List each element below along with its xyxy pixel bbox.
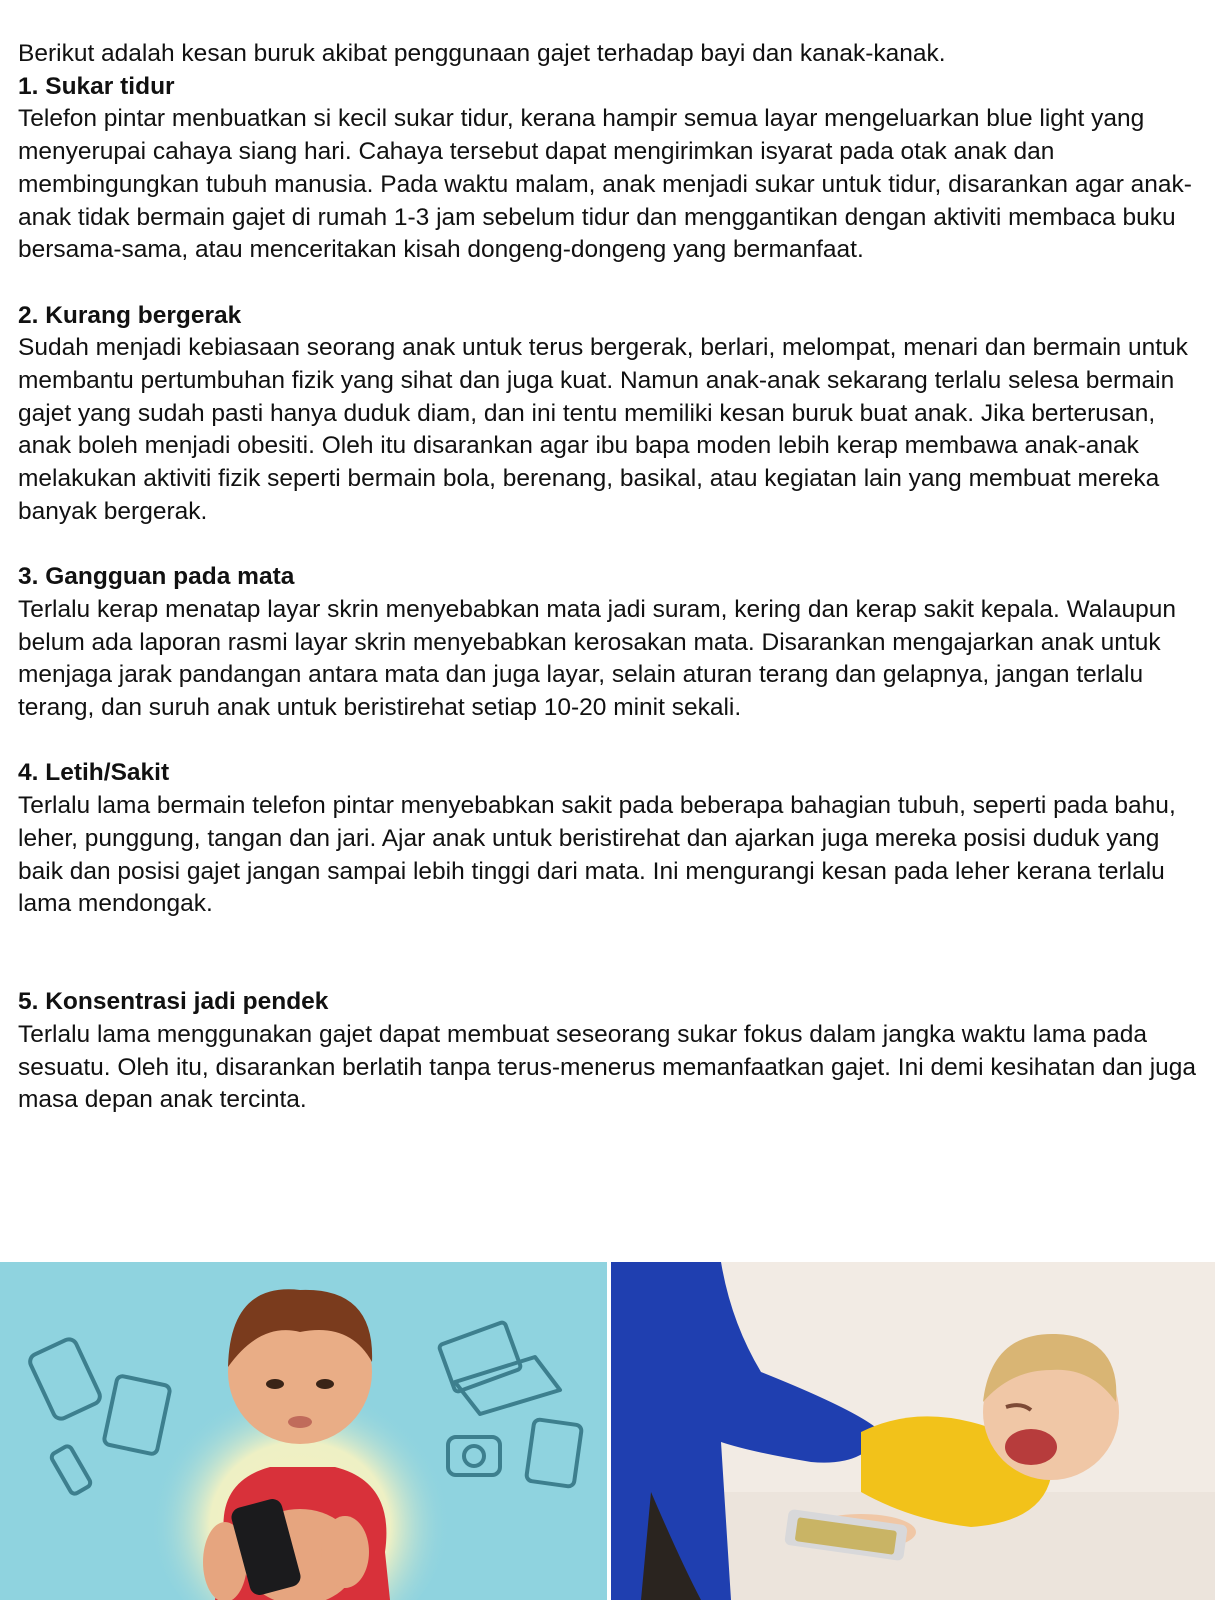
- photo-svg: [611, 1262, 1215, 1600]
- toddler-arm-right: [321, 1516, 369, 1588]
- spacer: [18, 529, 1203, 562]
- spacer: [18, 725, 1203, 758]
- article: [18, 38, 1203, 1117]
- section-heading-kurang-bergerak: 2. Kurang bergerak: [18, 301, 242, 329]
- toddler-mouth: [288, 1416, 312, 1428]
- child-crying-mouth: [1005, 1429, 1057, 1465]
- section-body-sukar-tidur: Telefon pintar menbuatkan si kecil sukar tidur, kerana hampir semua layar mengeluarkan blue light yang menyerupai cahaya siang hari. Cahaya tersebut dapat mengirimkan isyarat pada otak anak dan membingungkan tubuh manusia. Pada waktu malam, anak menjadi sukar untuk tidur, disarankan agar anak-anak tidak bermain gajet di rumah 1-3 jam sebelum tidur dan menggantikan dengan aktiviti membaca buku bersama-sama, atau menceritakan kisah dongeng-dongeng yang bermanfaat.: [18, 105, 1192, 264]
- illustration-svg: [0, 1262, 607, 1600]
- section-body-konsentrasi: Terlalu lama menggunakan gajet dapat membuat seseorang sukar fokus dalam jangka waktu lama pada sesuatu. Oleh itu, disarankan berlatih tanpa terus-menerus memanfaatkan gajet. Ini demi kesihatan dan juga masa depan anak tercinta.: [18, 1021, 1197, 1114]
- toddler-eye-left: [266, 1379, 284, 1389]
- section-heading-konsentrasi: 5. Konsentrasi jadi pendek: [18, 988, 329, 1016]
- section-body-letih-sakit: Terlalu lama bermain telefon pintar menyebabkan sakit pada beberapa bahagian tubuh, seperti pada bahu, leher, punggung, tangan dan jari. Ajar anak untuk beristirehat dan ajarkan juga mereka posisi duduk yang baik dan posisi gajet jangan sampai lebih tinggi dari mata. Ini mengurangi kesan pada leher kerana terlalu lama mendongak.: [18, 792, 1176, 918]
- section-heading-gangguan-mata: 3. Gangguan pada mata: [18, 563, 295, 591]
- section-heading-letih-sakit: 4. Letih/Sakit: [18, 759, 170, 787]
- intro-text: Berikut adalah kesan buruk akibat penggunaan gajet terhadap bayi dan kanak-kanak.: [18, 40, 946, 67]
- spacer: [18, 921, 1203, 986]
- crying-child-photo: [611, 1262, 1215, 1600]
- toddler-gadget-illustration: [0, 1262, 607, 1600]
- section-body-gangguan-mata: Terlalu kerap menatap layar skrin menyebabkan mata jadi suram, kering dan kerap sakit kepala. Walaupun belum ada laporan rasmi layar skrin menyebabkan kerosakan mata. Disarankan mengajarkan anak untuk menjaga jarak pandangan antara mata dan juga layar, selain aturan terang dan gelapnya, jangan terlalu terang, dan suruh anak untuk beristirehat setiap 10-20 minit sekali.: [18, 595, 1177, 722]
- spacer: [18, 267, 1203, 300]
- toddler-eye-right: [316, 1379, 334, 1389]
- image-row: [0, 1262, 1215, 1600]
- section-body-kurang-bergerak: Sudah menjadi kebiasaan seorang anak untuk terus bergerak, berlari, melompat, menari dan bermain untuk membantu pertumbuhan fizik yang sihat dan juga kuat. Namun anak-anak sekarang terlalu selesa bermain gajet yang sudah pasti hanya duduk diam, dan ini tentu memiliki kesan buruk buat anak. Jika berterusan, anak boleh menjadi obesiti. Oleh itu disarankan agar ibu bapa moden lebih kerap membawa anak-anak melakukan aktiviti fizik seperti bermain bola, berenang, basikal, atau kegiatan lain yang membuat mereka banyak bergerak.: [18, 334, 1188, 525]
- section-heading-sukar-tidur: 1. Sukar tidur: [18, 72, 175, 100]
